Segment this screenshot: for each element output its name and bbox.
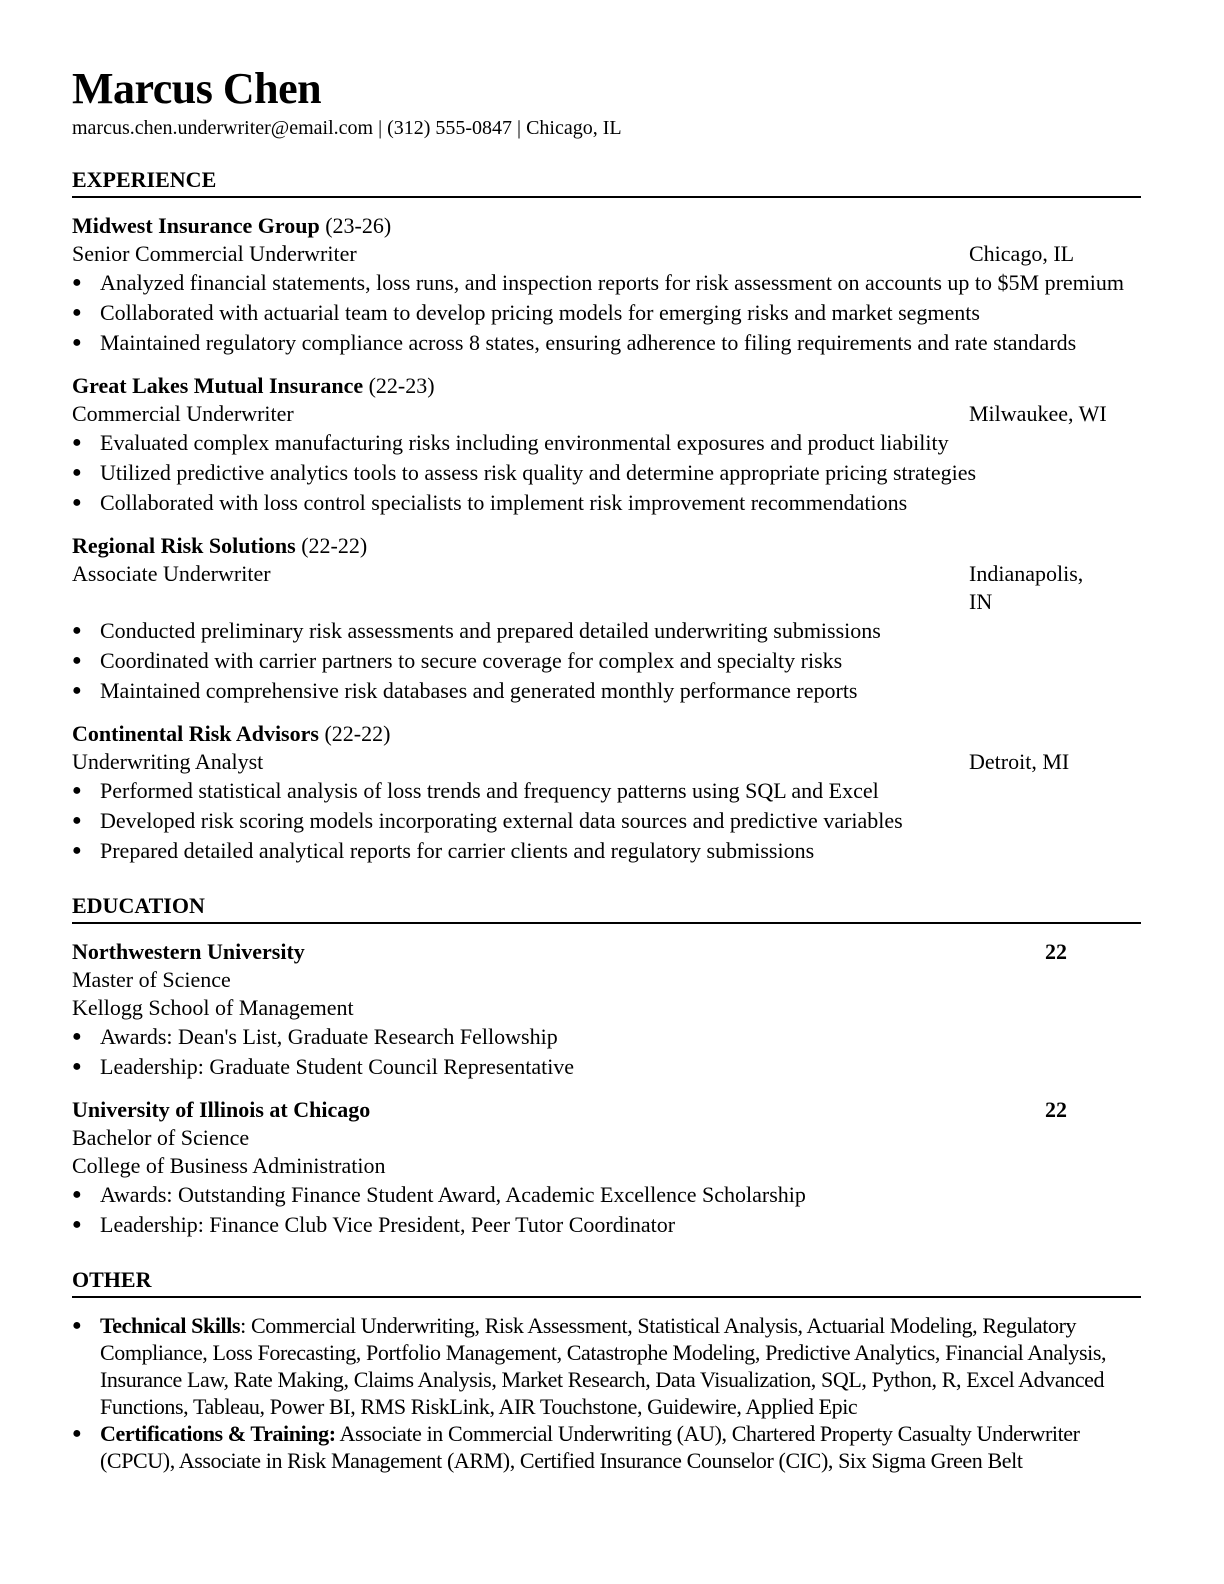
bullet-item <box>72 1022 1141 1052</box>
role-line <box>72 240 1141 268</box>
company-name: Regional Risk Solutions <box>72 533 296 558</box>
candidate-name: Marcus Chen <box>72 64 322 113</box>
bullet-icon: ● <box>72 494 82 511</box>
other-item <box>72 1312 1141 1420</box>
bullet-text: Awards: Outstanding Finance Student Award, Academic Excellence Scholarship <box>100 1182 806 1207</box>
bullet-icon: ● <box>72 274 82 291</box>
education-entry <box>72 1096 1141 1240</box>
entry-header <box>72 372 1141 400</box>
job-title: Associate Underwriter <box>72 561 271 586</box>
company-name: Midwest Insurance Group <box>72 213 320 238</box>
job-title: Commercial Underwriter <box>72 401 294 426</box>
employment-dates: (22-22) <box>318 721 391 746</box>
entry-header <box>72 532 1141 560</box>
bullet-text: Maintained comprehensive risk databases and generated monthly performance reports <box>100 678 858 703</box>
bullet-text: Leadership: Finance Club Vice President, Peer Tutor Coordinator <box>100 1212 676 1237</box>
company-name: Continental Risk Advisors <box>72 721 319 746</box>
degree: Bachelor of Science <box>72 1125 250 1150</box>
experience-entry <box>72 372 1141 518</box>
bullet-icon: ● <box>72 1317 82 1334</box>
other-item-text: Commercial Underwriting, Risk Assessment, Statistical Analysis, Actuarial Modeling, Regulatory Compliance, Loss Forecasting, Portfolio Management, Catastrophe Modeling, Predictive Analytics, Financial Analysis, Insurance Law, Rate Making, Claims Analysis, Market Research, Data Visualization, SQL, Python, R, Excel Advanced Functions, Tableau, Power BI, RMS RiskLink, AIR Touchstone, Guidewire, Applied Epic <box>100 1313 1107 1419</box>
bullet-item <box>72 428 1141 458</box>
other-item-separator: : <box>240 1313 251 1338</box>
graduation-year: 22 <box>1045 939 1067 964</box>
entry-title <box>72 212 391 240</box>
school-division: College of Business Administration <box>72 1153 386 1178</box>
bullet-item <box>72 488 1141 518</box>
job-title: Underwriting Analyst <box>72 749 264 774</box>
employment-dates: (22-23) <box>363 373 435 398</box>
bullet-text: Collaborated with actuarial team to develop pricing models for emerging risks and market segments <box>100 300 980 325</box>
job-location: Milwaukee, WI <box>969 401 1107 426</box>
bullet-text: Conducted preliminary risk assessments and prepared detailed underwriting submissions <box>100 618 881 643</box>
bullet-item <box>72 646 1141 676</box>
entry-header <box>72 720 1141 748</box>
bullet-text: Performed statistical analysis of loss trends and frequency patterns using SQL and Excel <box>100 778 879 803</box>
school-division: Kellogg School of Management <box>72 995 354 1020</box>
bullet-list <box>72 1180 1141 1240</box>
bullet-item <box>72 458 1141 488</box>
education-list <box>72 938 1141 1240</box>
contact-line: marcus.chen.underwriter@email.com | (312) 555-0847 | Chicago, IL <box>72 117 622 139</box>
bullet-item <box>72 1210 1141 1240</box>
bullet-text: Awards: Dean's List, Graduate Research Fellowship <box>100 1024 558 1049</box>
bullet-list <box>72 616 1141 706</box>
experience-entry <box>72 212 1141 358</box>
bullet-icon: ● <box>72 1425 82 1442</box>
bullet-list <box>72 776 1141 866</box>
bullet-icon: ● <box>72 1058 82 1075</box>
bullet-text: Evaluated complex manufacturing risks including environmental exposures and product liability <box>100 430 949 455</box>
bullet-icon: ● <box>72 842 82 859</box>
bullet-text: Developed risk scoring models incorporating external data sources and predictive variables <box>100 808 903 833</box>
bullet-text: Utilized predictive analytics tools to assess risk quality and determine appropriate pricing strategies <box>100 460 977 485</box>
bullet-icon: ● <box>72 782 82 799</box>
bullet-list <box>72 1022 1141 1082</box>
bullet-icon: ● <box>72 1186 82 1203</box>
section-title-education: EDUCATION <box>72 892 1141 924</box>
bullet-item <box>72 806 1141 836</box>
bullet-text: Coordinated with carrier partners to secure coverage for complex and specialty risks <box>100 648 843 673</box>
experience-entry <box>72 720 1141 866</box>
bullet-list <box>72 428 1141 518</box>
bullet-icon: ● <box>72 334 82 351</box>
entry-title <box>72 532 367 560</box>
employment-dates: (22-22) <box>295 533 368 558</box>
degree: Master of Science <box>72 967 231 992</box>
bullet-text: Maintained regulatory compliance across 8 states, ensuring adherence to filing requirements and rate standards <box>100 330 1077 355</box>
job-location: Indianapolis, IN <box>969 561 1084 614</box>
other-list <box>72 1312 1141 1474</box>
entry-header <box>72 938 1141 966</box>
other-item <box>72 1420 1141 1474</box>
job-location: Detroit, MI <box>969 749 1070 774</box>
experience-list <box>72 212 1141 866</box>
bullet-item <box>72 676 1141 706</box>
other-item-label: Certifications & Training: <box>100 1421 336 1446</box>
other-item-content <box>100 1421 1080 1473</box>
bullet-item <box>72 776 1141 806</box>
bullet-item <box>72 268 1141 298</box>
job-title: Senior Commercial Underwriter <box>72 241 357 266</box>
section-title-experience: EXPERIENCE <box>72 166 1141 198</box>
other-item-content <box>100 1313 1106 1419</box>
bullet-item <box>72 836 1141 866</box>
role-line <box>72 400 1141 428</box>
bullet-item <box>72 616 1141 646</box>
bullet-icon: ● <box>72 1028 82 1045</box>
resume-page <box>72 62 1141 1474</box>
entry-header <box>72 212 1141 240</box>
job-location: Chicago, IL <box>969 241 1075 266</box>
bullet-item <box>72 1052 1141 1082</box>
school-name: University of Illinois at Chicago <box>72 1097 371 1122</box>
bullet-icon: ● <box>72 622 82 639</box>
graduation-year: 22 <box>1045 1097 1067 1122</box>
bullet-item <box>72 1180 1141 1210</box>
education-entry <box>72 938 1141 1082</box>
company-name: Great Lakes Mutual Insurance <box>72 373 364 398</box>
section-title-other: OTHER <box>72 1266 1141 1298</box>
bullet-icon: ● <box>72 652 82 669</box>
entry-header <box>72 1096 1141 1124</box>
school-name: Northwestern University <box>72 939 305 964</box>
experience-entry <box>72 532 1141 706</box>
other-item-text: Associate in Commercial Underwriting (AU), Chartered Property Casualty Underwriter (CPCU), Associate in Risk Management (ARM), Certified Insurance Counselor (CIC), Six Sigma Green Belt <box>100 1421 1080 1473</box>
entry-title <box>72 372 435 400</box>
bullet-icon: ● <box>72 1216 82 1233</box>
bullet-text: Collaborated with loss control specialists to implement risk improvement recommendations <box>100 490 908 515</box>
employment-dates: (23-26) <box>319 213 392 238</box>
bullet-icon: ● <box>72 464 82 481</box>
bullet-text: Prepared detailed analytical reports for carrier clients and regulatory submissions <box>100 838 815 863</box>
bullet-item <box>72 298 1141 328</box>
entry-title <box>72 720 390 748</box>
role-line <box>72 748 1141 776</box>
bullet-icon: ● <box>72 304 82 321</box>
bullet-icon: ● <box>72 812 82 829</box>
bullet-icon: ● <box>72 434 82 451</box>
bullet-item <box>72 328 1141 358</box>
bullet-text: Leadership: Graduate Student Council Representative <box>100 1054 575 1079</box>
role-line <box>72 560 1141 616</box>
bullet-list <box>72 268 1141 358</box>
bullet-icon: ● <box>72 682 82 699</box>
other-item-label: Technical Skills <box>100 1313 241 1338</box>
bullet-text: Analyzed financial statements, loss runs, and inspection reports for risk assessment on accounts up to $5M premium <box>100 270 1125 295</box>
